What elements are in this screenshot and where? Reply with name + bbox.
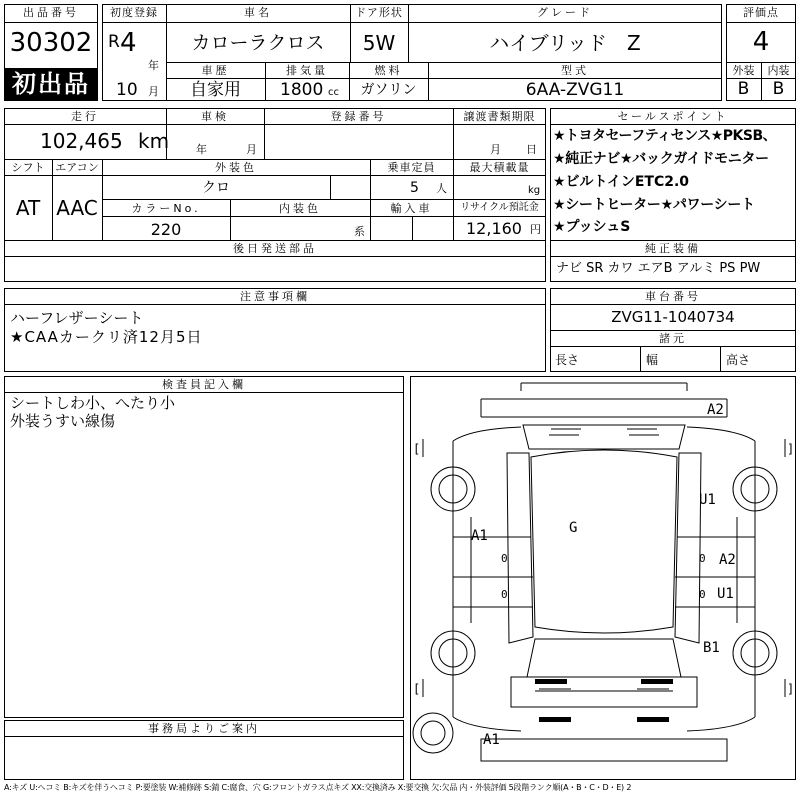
aircon: AAC <box>56 196 98 220</box>
interior-color-unit: 系 <box>354 225 365 238</box>
door-label: ドア形状 <box>355 6 403 19</box>
fuel: ガソリン <box>360 82 417 98</box>
mark-right-door: A2 <box>719 552 736 568</box>
grade-label: グレード <box>537 6 593 19</box>
sales-point-line: ★純正ナビ★バックガイドモニター <box>553 151 769 167</box>
exterior-grade: B <box>737 79 750 99</box>
mark-right-lower: B1 <box>703 640 720 656</box>
office-label: 事務局よりご案内 <box>148 722 260 735</box>
model-label: 型式 <box>561 64 589 77</box>
fuel-label: 燃料 <box>374 64 403 77</box>
notes-line: ★CAAカークリ済12月5日 <box>10 328 203 346</box>
shift-label: シフト <box>11 161 45 174</box>
shift: AT <box>15 196 41 220</box>
mark-right-rear-door: U1 <box>717 586 734 602</box>
mark-center: G <box>569 520 578 536</box>
sales-point-line: ★プッシュS <box>553 219 631 235</box>
interior-grade: B <box>772 79 785 99</box>
legend: A:キズ U:ヘコミ B:キズを伴うヘコミ P:要塗装 W:補修跡 S:錆 C:腐食、穴 G:フロントガラス点キズ XX:交換済み X:要交換 欠:欠品 内・外装評価 5段階ランク順(A・B・C・D・E) 2 <box>4 783 632 792</box>
inspection-year-unit: 年 <box>196 143 207 156</box>
lot-number: 30302 <box>9 28 93 58</box>
lot-label: 出品番号 <box>23 6 79 19</box>
inspection-month-unit: 月 <box>246 143 257 156</box>
era-prefix: R <box>108 32 120 52</box>
aircon-label: エアコン <box>55 161 99 174</box>
mark-rear-top: A2 <box>707 402 724 418</box>
notes-line: ハーフレザーシート <box>10 309 144 327</box>
capacity: 5 <box>410 180 419 196</box>
dims-label: 諸元 <box>659 332 687 345</box>
reg-year: 4 <box>120 28 137 58</box>
color-no-label: カラーNo. <box>131 202 201 215</box>
inspector-line: 外装うすい線傷 <box>10 412 116 430</box>
capacity-label: 乗車定員 <box>387 161 436 174</box>
color-label: 外装色 <box>215 161 257 174</box>
transfer-label: 譲渡書類期限 <box>463 110 536 123</box>
recycle-unit: 円 <box>530 223 541 236</box>
interior-color-label: 内装色 <box>279 202 321 215</box>
displacement-label: 排気量 <box>286 64 328 77</box>
damage-diagram <box>410 376 796 780</box>
mark-zero: 0 <box>699 588 706 601</box>
chassis-label: 車台番号 <box>645 290 701 303</box>
displacement-unit: cc <box>328 87 339 98</box>
sales-point-line: ★シートヒーター★パワーシート <box>553 197 755 213</box>
car-outline-diagram <box>411 377 797 781</box>
capacity-unit: 人 <box>436 182 447 195</box>
mark-bracket: ] <box>787 682 795 696</box>
mileage-unit: km <box>138 129 170 153</box>
reg-month: 10 <box>116 80 138 100</box>
sales-point-line: ★トヨタセーフティセンス★PKSB、 <box>553 128 777 144</box>
max-load-label: 最大積載量 <box>469 161 530 174</box>
first-listing-badge: 初出品 <box>5 68 97 100</box>
mileage-label: 走行 <box>71 110 99 123</box>
car-name: カローラクロス <box>191 32 325 54</box>
displacement: 1800 <box>280 80 324 100</box>
equipment-label: 純正装備 <box>645 242 701 255</box>
inspector-label: 検査員記入欄 <box>162 378 246 391</box>
mark-bracket: [ <box>413 442 421 456</box>
year-unit: 年 <box>148 59 159 72</box>
chassis-number: ZVG11-1040734 <box>611 308 735 326</box>
equipment-value: ナビ SR カワ エアB アルミ PS PW <box>556 261 761 276</box>
score-label: 評価点 <box>743 6 779 19</box>
interior-grade-label: 内装 <box>767 64 790 77</box>
month-unit: 月 <box>148 85 159 98</box>
transfer-month-unit: 月 <box>490 143 501 156</box>
car-name-label: 車名 <box>244 6 272 19</box>
notes-label: 注意事項欄 <box>240 290 310 303</box>
first-reg-label: 初度登録 <box>110 6 158 19</box>
sales-points-label: セールスポイント <box>617 110 729 123</box>
mark-zero: 0 <box>501 588 508 601</box>
grade: ハイブリッド Z <box>489 31 641 55</box>
max-load-unit: kg <box>528 185 541 196</box>
recycle-label: リサイクル預託金 <box>460 202 539 213</box>
transfer-day-unit: 日 <box>526 143 537 156</box>
mark-left-door: A1 <box>471 528 488 544</box>
history: 自家用 <box>190 80 241 100</box>
score: 4 <box>752 27 770 57</box>
width-label: 幅 <box>646 353 659 367</box>
recycle: 12,160 <box>466 219 522 238</box>
door-type: 5W <box>362 31 396 55</box>
mark-right-upper: U1 <box>699 492 716 508</box>
mark-zero: 0 <box>501 552 508 565</box>
inspector-line: シートしわ小、へたり小 <box>10 394 176 412</box>
reg-number-label: 登録番号 <box>330 110 387 123</box>
exterior-grade-label: 外装 <box>732 64 755 77</box>
history-label: 車歴 <box>201 64 230 77</box>
color-no: 220 <box>150 220 182 239</box>
inspection-label: 車検 <box>201 110 229 123</box>
model: 6AA-ZVG11 <box>525 80 625 100</box>
import-label: 輸入車 <box>390 202 433 215</box>
mark-front-bottom: A1 <box>483 732 500 748</box>
length-label: 長さ <box>555 353 580 367</box>
sales-point-line: ★ビルトインETC2.0 <box>553 174 690 190</box>
mark-bracket: [ <box>413 682 421 696</box>
mileage: 102,465 <box>40 129 123 153</box>
height-label: 高さ <box>726 353 751 367</box>
mark-bracket: ] <box>787 442 795 456</box>
later-parts-label: 後日発送部品 <box>233 242 317 255</box>
mark-zero: 0 <box>699 552 706 565</box>
color: クロ <box>202 180 230 196</box>
